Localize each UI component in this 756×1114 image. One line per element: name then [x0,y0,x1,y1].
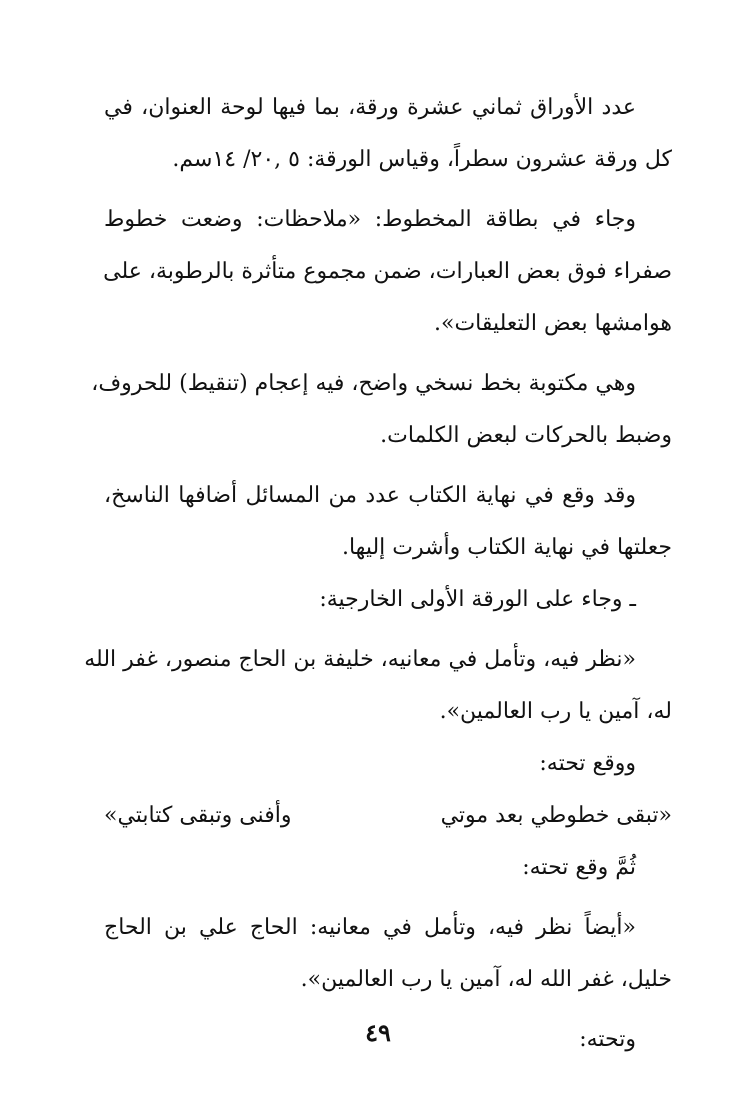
paragraph-10-line-1: وتحته: [579,1027,636,1052]
verse-line [104,790,672,842]
paragraph-3-line-2: وضبط بالحركات لبعض الكلمات. [380,423,672,448]
paragraph-9-line-2: خليل، غفر الله له، آمين يا رب العالمين». [300,967,672,992]
paragraph-2-line-3: هوامشها بعض التعليقات». [434,311,672,336]
paragraph-4-line-1: وقد وقع في نهاية الكتاب عدد من المسائل أضافها الناسخ، [104,483,636,508]
paragraph-2-line-1: وجاء في بطاقة المخطوط: «ملاحظات: وضعت خطوط [104,207,636,232]
paragraph-8-line-1: ثُمَّ وقع تحته: [522,855,636,880]
paragraph-4-line-2: جعلتها في نهاية الكتاب وأشرت إليها. [341,535,672,560]
paragraph-5-line-1: ـ وجاء على الورقة الأولى الخارجية: [319,587,636,612]
paragraph-3-line-1: وهي مكتوبة بخط نسخي واضح، فيه إعجام (تنقيط) للحروف، [91,371,636,396]
body-text [84,82,672,1066]
verse-first-hemistich: «تبقى خطوطي بعد موتي [440,803,672,828]
paragraph-7-line-1: ووقع تحته: [539,751,636,776]
paragraph-6-line-1: «نظر فيه، وتأمل في معانيه، خليفة بن الحاج منصور، غفر الله [84,647,636,672]
paragraph-2-line-2: صفراء فوق بعض العبارات، ضمن مجموع متأثرة بالرطوبة، على [103,259,672,284]
paragraph-1-line-2: كل ورقة عشرون سطراً، وقياس الورقة: ٥ ,٢٠/ ١٤سم. [172,147,672,172]
page-number: ٤٩ [365,1018,391,1047]
verse-second-hemistich: وأفنى وتبقى كتابتي» [104,803,292,828]
paragraph-1-line-1: عدد الأوراق ثماني عشرة ورقة، بما فيها لوحة العنوان، في [104,95,636,120]
paragraph-9-line-1: «أيضاً نظر فيه، وتأمل في معانيه: الحاج علي بن الحاج [104,915,636,940]
paragraph-6-line-2: له، آمين يا رب العالمين». [439,699,672,724]
